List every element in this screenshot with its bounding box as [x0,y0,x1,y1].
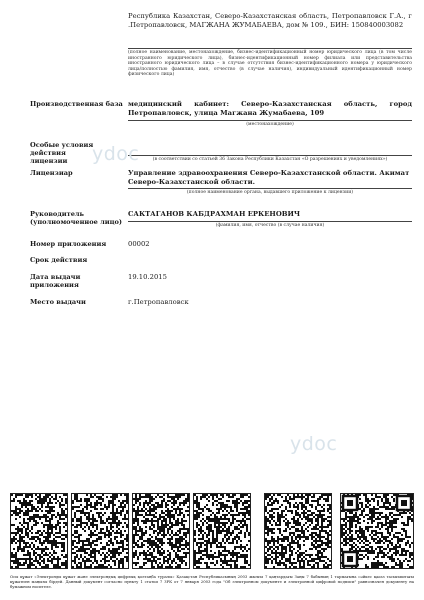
qr-code-4 [193,493,251,569]
base-label: Производственная база [30,100,123,108]
qr-code-2 [71,493,129,569]
footer-legal-text: Осы құжат «Электронды құжат және электрондық цифрлық қолтаңба туралы» Қазақстан Республикасының 2003 жылғы 7 қаңтардағы Заңы 7 бабының 1 тармағына сәйкес қағаз тасығыштағы құжатпен маңызы бірдей. Данный документ согласно пункту 1 статьи 7 ЗРК от 7 января 2003 года "Об электронном документе и электронной цифровой подписи" равнозначен документу на бумажном носителе. [10,574,414,589]
date-label: Дата выдачи приложения [30,273,81,290]
conditions-underline [128,155,412,156]
qr-pattern [265,494,331,568]
head-value: САКТАГАНОВ КАБДРАХМАН ЕРКЕНОВИЧ [128,210,301,218]
place-label: Место выдачи [30,298,86,306]
qr-code-5 [264,493,332,569]
date-value: 19.10.2015 [128,273,167,281]
qr-code-6 [340,493,414,569]
watermark-2: ydoc [290,433,338,455]
qr-pattern [133,494,189,568]
head-underline [128,221,412,222]
number-value: 00002 [128,240,150,248]
qr-pattern [194,494,250,568]
qr-code-1 [10,493,68,569]
base-note: (местонахождение) [246,122,294,127]
term-label: Срок действия [30,256,88,264]
qr-pattern [72,494,128,568]
base-value: медицинский кабинет: Северо-Казахстанская область, город Петропавловск, улица Магжана Жумабаева, 109 [128,100,412,117]
base-underline [128,120,412,121]
licensor-value: Управление здравоохранения Северо-Казахстанской области. Акимат Северо-Казахстанской области. [128,169,410,186]
place-value: г.Петропавловск [128,298,189,306]
conditions-label: Особые условия действия лицензии [30,141,94,166]
licensor-label: Лицензиар [30,169,73,177]
header-underline [128,48,412,49]
head-label: Руководитель (уполномоченное лицо) [30,210,123,227]
licensor-note: (полное наименование органа, выдавшего приложение к лицензии) [186,190,354,195]
qr-pattern [11,494,67,568]
conditions-note: (в соответствии со статьей 36 Закона Республики Казахстан «О разрешениях и уведомлениях») [152,157,388,162]
qr-code-3 [132,493,190,569]
head-note: (фамилия, имя, отчество (в случае наличия) [215,223,325,228]
number-label: Номер приложения [30,240,107,248]
watermark-1: ydoc [92,143,140,165]
header-address: Республика Казахстан, Северо-Казахстанская область, Петропавловск Г.А., г .Петропавловск, МАГЖАНА ЖУМАБАЕВА, дом № 109., БИН: 150840003082 [128,12,412,29]
licensor-underline [128,188,412,189]
qr-pattern [341,494,413,568]
header-note: (полное наименование, местонахождение, бизнес-идентификационный номер юридического лица (в том числе иностранного юридического лица), бизнес-идентификационный номер филиала или представительства иностранного юридического лица – в случае отсутствия бизнес-идентификационного номера у юридического лица/полностью фамилия, имя, отчество (в случае наличия), индивидуальный идентификационный номер физического лица) [128,50,412,78]
